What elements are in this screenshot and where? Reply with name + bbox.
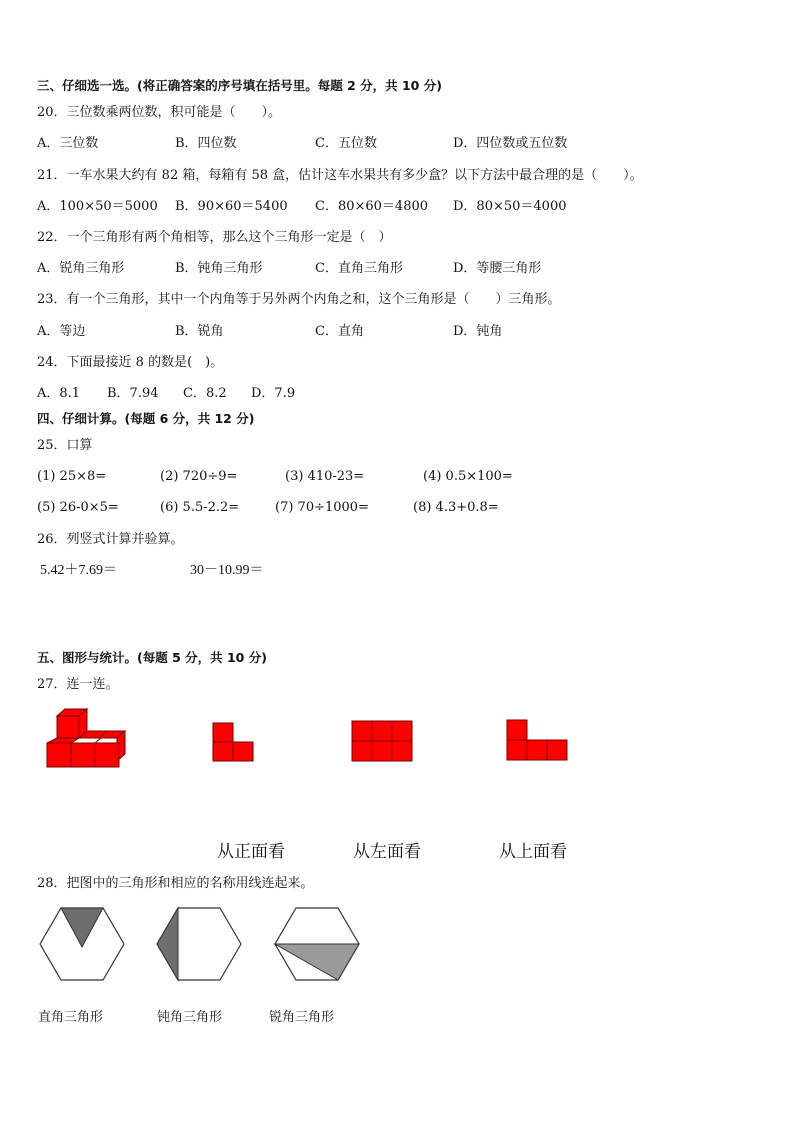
q24-option-b: B．7.94: [107, 386, 159, 401]
q22-option-c: C．直角三角形: [315, 261, 403, 276]
q21-option-b: B．90×60＝5400: [175, 199, 288, 214]
q23-option-b: B．锐角: [175, 324, 224, 339]
q25-item-6: (6) 5.5-2.2=: [160, 500, 240, 515]
q20-option-b: B．四位数: [175, 136, 237, 151]
question-21-stem: 21．一车水果大约有 82 箱，每箱有 58 盒，估计这车水果共有多少盒？以下方法中最合理的是（ ）。: [37, 168, 643, 183]
q21-option-c: C．80×60＝4800: [315, 199, 429, 214]
question-22-stem: 22．一个三角形有两个角相等，那么这个三角形一定是（ ）: [37, 230, 392, 245]
q25-item-8: (8) 4.3+0.8=: [413, 500, 499, 515]
hexagon-acute-triangle-figure: [274, 907, 360, 981]
question-26-stem: 26．列竖式计算并验算。: [37, 532, 184, 547]
rectangle-view-figure: [351, 720, 413, 762]
q25-item-3: (3) 410-23=: [285, 469, 365, 484]
q25-item-4: (4) 0.5×100=: [423, 469, 513, 484]
q20-option-a: A．三位数: [37, 136, 99, 151]
long-l-shape-view-figure: [506, 719, 568, 761]
q20-option-d: D．四位数或五位数: [453, 136, 568, 151]
q25-item-1: (1) 25×8=: [37, 469, 107, 484]
q24-option-d: D．7.9: [251, 386, 296, 401]
view-label-left: 从左面看: [353, 842, 421, 862]
q22-option-a: A．锐角三角形: [37, 261, 125, 276]
section-5-heading: 五、图形与统计。(每题 5 分，共 10 分): [37, 650, 267, 665]
q23-option-d: D．钝角: [453, 324, 503, 339]
hexagon-right-triangle-figure: [39, 907, 125, 981]
view-label-front: 从正面看: [217, 842, 285, 862]
q21-option-a: A．100×50＝5000: [37, 199, 158, 214]
q21-option-d: D．80×50＝4000: [453, 199, 567, 214]
triangle-label-right: 直角三角形: [38, 1010, 104, 1025]
q25-item-5: (5) 26-0×5=: [37, 500, 119, 515]
q24-option-c: C．8.2: [183, 386, 227, 401]
view-label-top: 从上面看: [499, 842, 567, 862]
question-23-stem: 23．有一个三角形，其中一个内角等于另外两个内角之和，这个三角形是（ ）三角形。: [37, 292, 561, 307]
q25-item-7: (7) 70÷1000=: [275, 500, 369, 515]
triangle-label-acute: 锐角三角形: [269, 1010, 335, 1025]
question-27-stem: 27．连一连。: [37, 677, 119, 692]
section-4-heading: 四、仔细计算。(每题 6 分，共 12 分): [37, 411, 255, 426]
q26-item-2: 30－10.99＝: [190, 563, 264, 578]
q20-option-c: C．五位数: [315, 136, 377, 151]
3d-cube-figure: [45, 708, 127, 770]
q25-item-2: (2) 720÷9=: [160, 469, 238, 484]
q23-option-c: C．直角: [315, 324, 364, 339]
l-shape-view-figure: [212, 722, 254, 762]
q22-option-b: B．钝角三角形: [175, 261, 263, 276]
q24-option-a: A．8.1: [37, 386, 81, 401]
question-28-stem: 28．把图中的三角形和相应的名称用线连起来。: [37, 876, 314, 891]
q26-item-1: 5.42＋7.69＝: [40, 563, 117, 578]
question-25-stem: 25．口算: [37, 438, 93, 453]
triangle-label-obtuse: 钝角三角形: [157, 1010, 223, 1025]
q23-option-a: A．等边: [37, 324, 86, 339]
section-3-heading: 三、仔细选一选。(将正确答案的序号填在括号里。每题 2 分，共 10 分): [37, 78, 442, 93]
q22-option-d: D．等腰三角形: [453, 261, 542, 276]
hexagon-obtuse-triangle-figure: [156, 907, 242, 981]
question-24-stem: 24．下面最接近 8 的数是( )。: [37, 355, 224, 370]
question-20-stem: 20．三位数乘两位数，积可能是（ ）。: [37, 105, 282, 120]
